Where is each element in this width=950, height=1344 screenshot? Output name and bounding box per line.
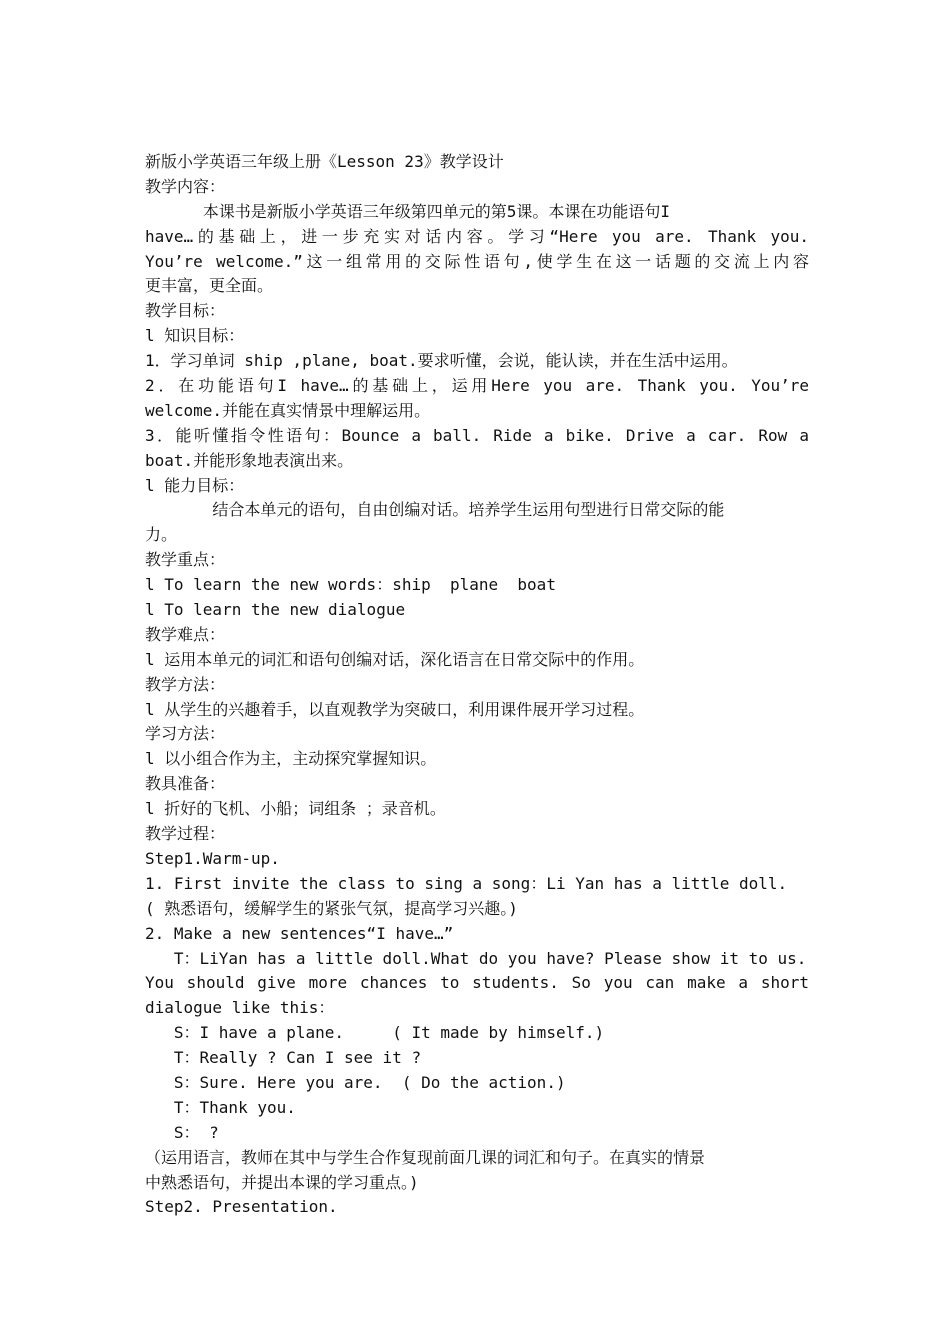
text-line: S： ? xyxy=(145,1122,219,1142)
text-line: l 运用本单元的词汇和语句创编对话，深化语言在日常交际中的作用。 xyxy=(145,649,645,669)
text-line: 1. First invite the class to sing a song：Li Yan has a little doll. xyxy=(145,873,788,893)
text-line: 新版小学英语三年级上册《Lesson 23》教学设计 xyxy=(145,152,504,171)
text-line: T：Thank you. xyxy=(145,1097,296,1117)
text-line: 教学内容： xyxy=(145,176,226,196)
text-line: 教学过程： xyxy=(145,824,226,844)
text-line: 结合本单元的语句，自由创编对话。培养学生运用句型进行日常交际的能 xyxy=(145,500,725,520)
text-line: （运用语言，教师在其中与学生合作复现前面几课的词汇和句子。在真实的情景 xyxy=(145,1147,706,1167)
text-line: l To learn the new dialogue xyxy=(145,600,406,620)
text-line: Step2. Presentation. xyxy=(145,1197,338,1217)
text-line: 力。 xyxy=(145,525,178,545)
text-line: 2．在功能语句I have…的基础上，运用Here you are. Thank you. You’re xyxy=(145,376,809,396)
text-line: ( 熟悉语句，缓解学生的紧张气氛，提高学习兴趣。) xyxy=(145,898,518,918)
text-line: 中熟悉语句，并提出本课的学习重点。) xyxy=(145,1172,419,1192)
text-line: You should give more chances to students. So you can make a short xyxy=(145,973,809,993)
text-line: T：Really ? Can I see it ? xyxy=(145,1048,422,1068)
text-line: l 能力目标： xyxy=(145,475,245,495)
text-line: 教具准备： xyxy=(145,774,226,794)
text-line: 教学目标： xyxy=(145,301,226,321)
text-line: S：I have a plane. ( It made by himself.) xyxy=(145,1023,605,1043)
text-line: You’re welcome.”这一组常用的交际性语句,使学生在这一话题的交流上内容 xyxy=(145,251,809,271)
text-line: 本课书是新版小学英语三年级第四单元的第5课。本课在功能语句I xyxy=(145,201,671,221)
text-line: 教学难点： xyxy=(145,624,226,644)
text-line: l 知识目标： xyxy=(145,326,245,346)
text-line: 教学重点： xyxy=(145,550,226,570)
text-line: 3．能听懂指令性语句：Bounce a ball. Ride a bike. Drive a car. Row a xyxy=(145,425,809,445)
text-line: have…的基础上，进一步充实对话内容。学习“Here you are. Thank you. xyxy=(145,226,809,246)
text-line: 更丰富，更全面。 xyxy=(145,276,274,296)
text-line: l 从学生的兴趣着手，以直观教学为突破口，利用课件展开学习过程。 xyxy=(145,699,645,719)
text-line: 学习方法： xyxy=(145,724,226,744)
text-line: 1．学习单词 ship ,plane, boat.要求听懂，会说，能认读，并在生活中运用。 xyxy=(145,351,738,371)
text-line: welcome.并能在真实情景中理解运用。 xyxy=(145,400,431,420)
text-line: T：LiYan has a little doll.What do you have? Please show it to us. xyxy=(145,948,807,968)
text-line: S：Sure. Here you are. ( Do the action.) xyxy=(145,1072,566,1092)
document-body xyxy=(145,150,809,1220)
text-line: boat.并能形象地表演出来。 xyxy=(145,450,354,470)
text-line: 教学方法： xyxy=(145,674,226,694)
text-line: dialogue like this： xyxy=(145,998,335,1018)
text-line: Step1.Warm-up. xyxy=(145,848,280,868)
text-line: l 折好的飞机、小船；词组条 ；录音机。 xyxy=(145,799,446,819)
text-line: l 以小组合作为主，主动探究掌握知识。 xyxy=(145,749,437,769)
text-line: l To learn the new words：ship plane boat xyxy=(145,575,556,595)
text-line: 2. Make a new sentences“I have…” xyxy=(145,923,454,943)
